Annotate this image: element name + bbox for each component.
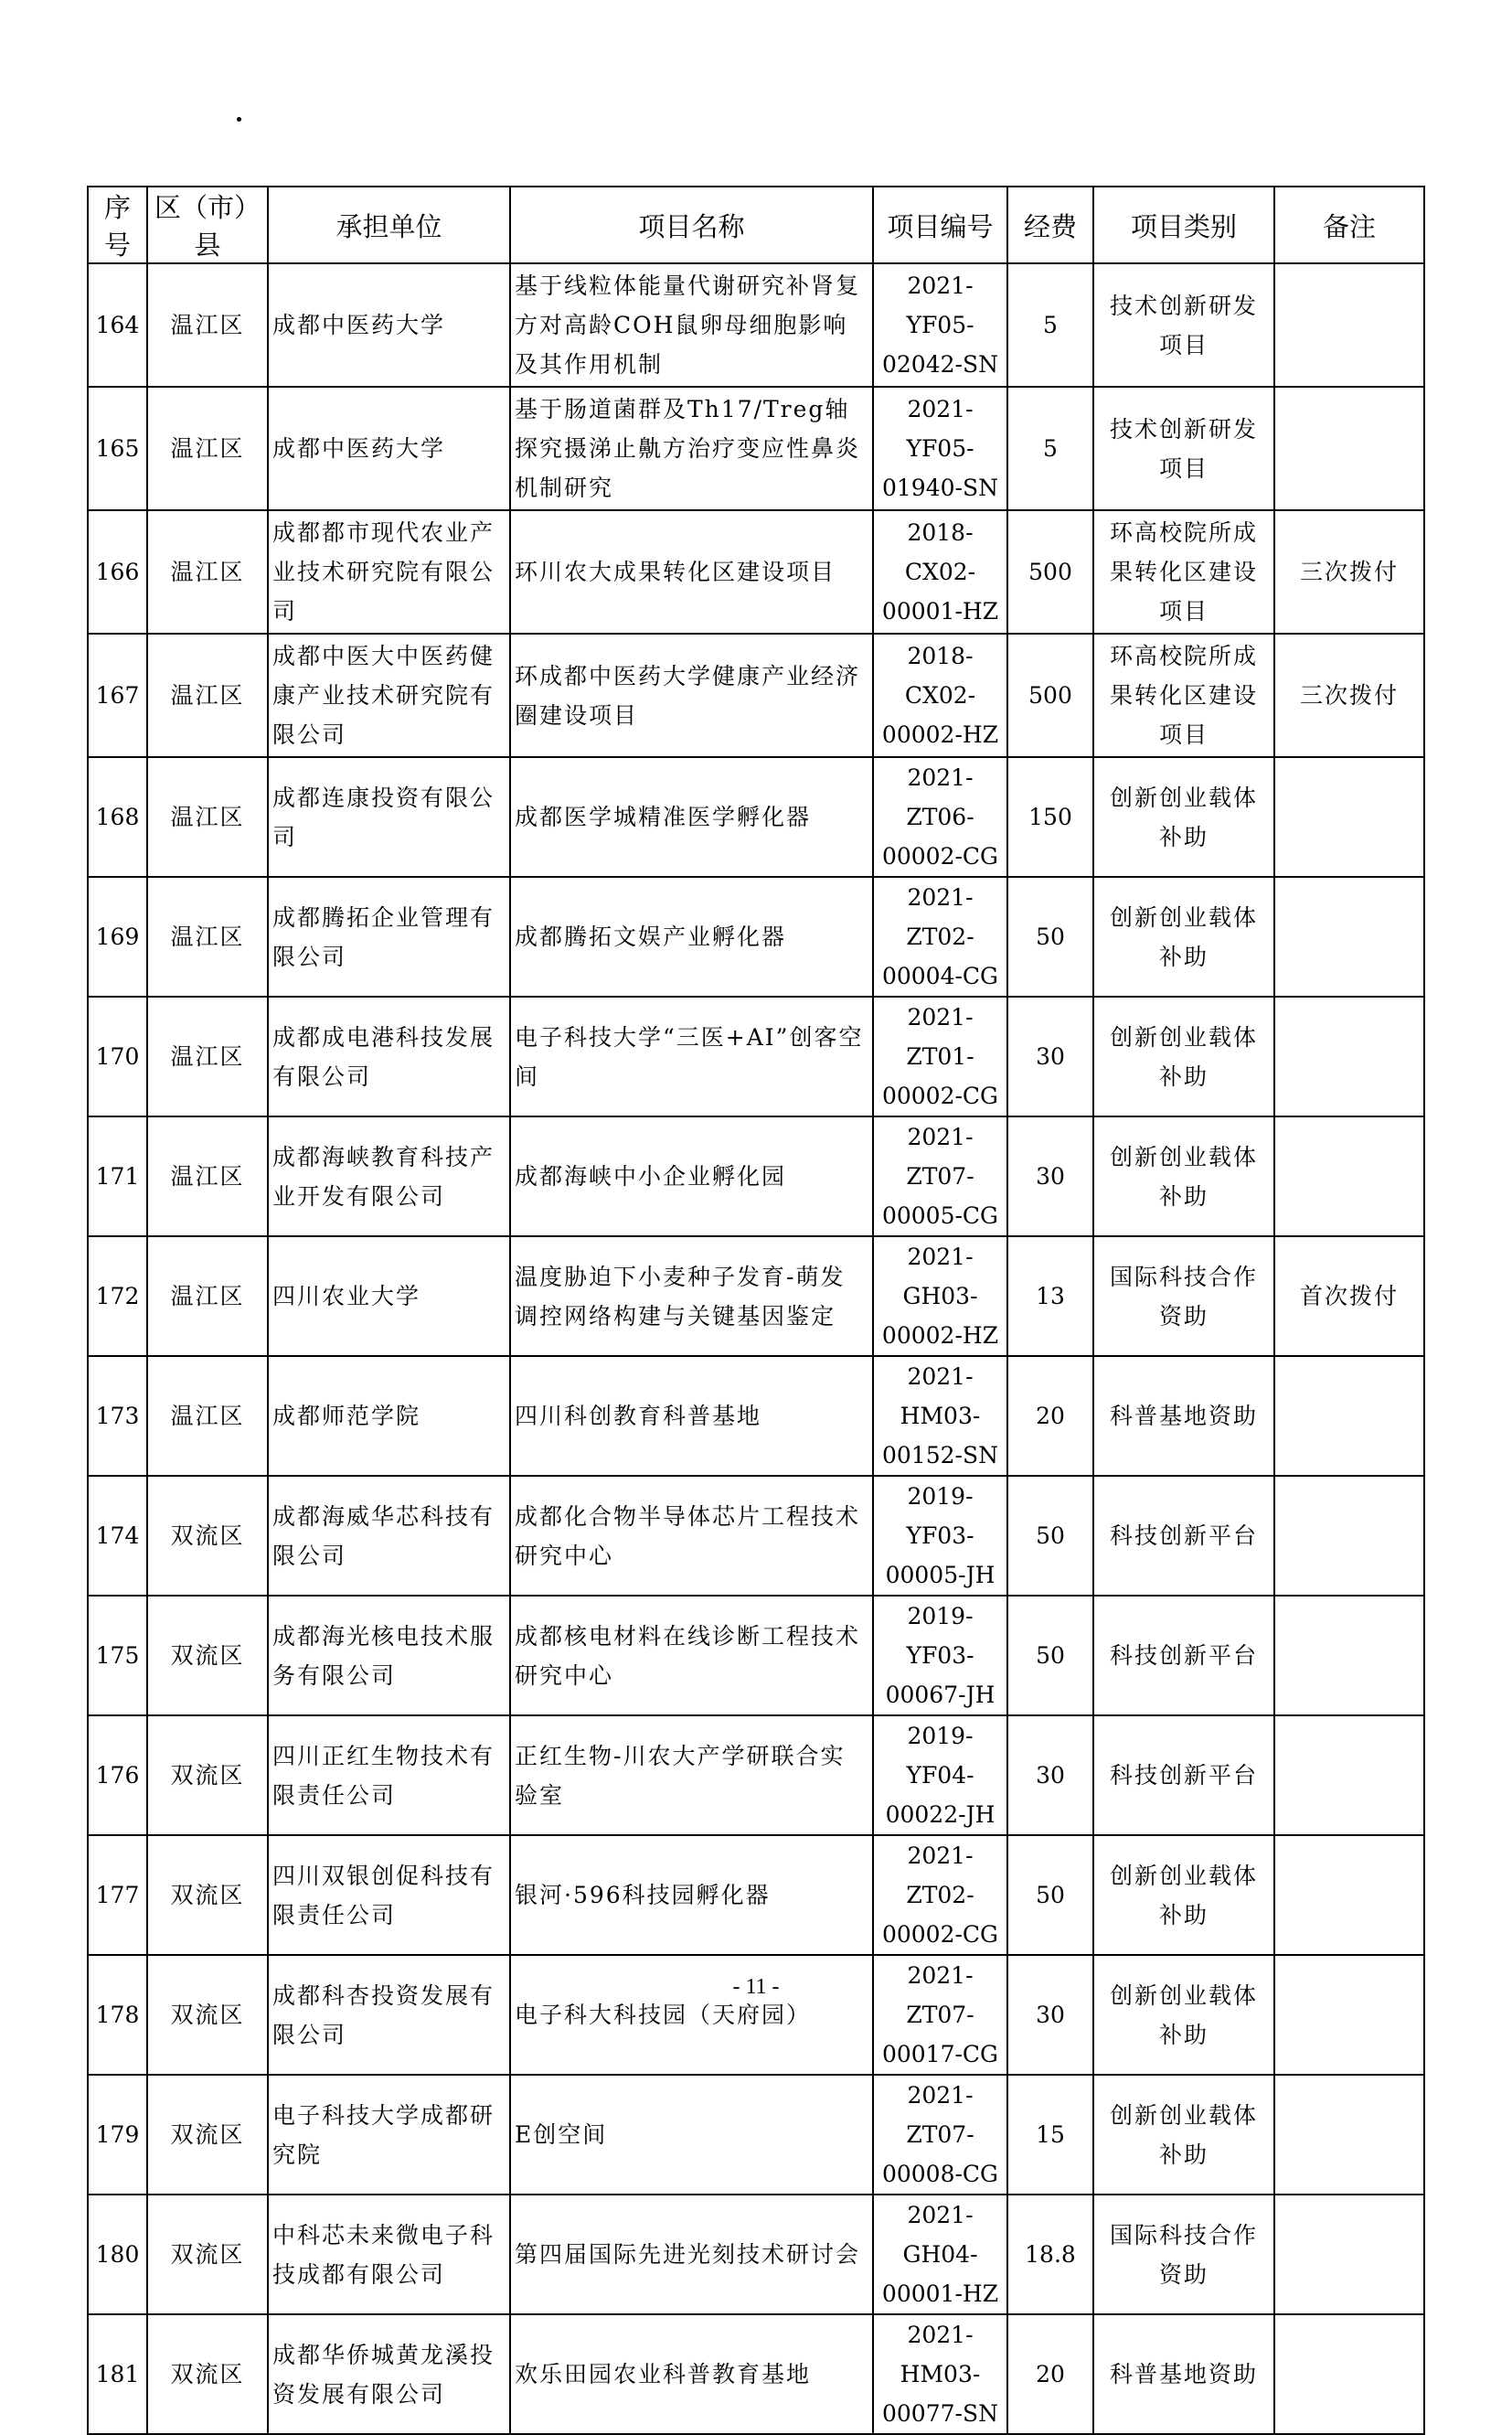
header-district: 区（市）县 [147, 187, 268, 263]
header-unit: 承担单位 [268, 187, 510, 263]
cell-project-code: 2018-CX02-00001-HZ [873, 510, 1007, 634]
cell-project-type: 技术创新研发项目 [1093, 263, 1274, 387]
cell-project-name: 环川农大成果转化区建设项目 [510, 510, 873, 634]
cell-project-code: 2021-HM03-00077-SN [873, 2314, 1007, 2434]
header-project-type: 项目类别 [1093, 187, 1274, 263]
cell-unit: 四川正红生物技术有限责任公司 [268, 1715, 510, 1835]
cell-unit: 中科芯未来微电子科技成都有限公司 [268, 2195, 510, 2314]
cell-district: 双流区 [147, 2314, 268, 2434]
cell-fund: 50 [1007, 1596, 1093, 1715]
cell-unit: 成都师范学院 [268, 1356, 510, 1476]
cell-note [1274, 2314, 1424, 2434]
cell-project-code: 2021-ZT07-00017-CG [873, 1955, 1007, 2075]
cell-seq: 170 [88, 997, 147, 1116]
cell-note [1274, 263, 1424, 387]
cell-district: 双流区 [147, 1955, 268, 2075]
cell-unit: 成都华侨城黄龙溪投资发展有限公司 [268, 2314, 510, 2434]
cell-project-code: 2021-ZT07-00008-CG [873, 2075, 1007, 2195]
cell-note [1274, 757, 1424, 877]
header-seq: 序号 [88, 187, 147, 263]
cell-fund: 20 [1007, 1356, 1093, 1476]
table-row [88, 1476, 1424, 1596]
cell-note [1274, 2075, 1424, 2195]
cell-seq: 167 [88, 634, 147, 757]
header-project-code: 项目编号 [873, 187, 1007, 263]
cell-seq: 173 [88, 1356, 147, 1476]
table-row [88, 634, 1424, 757]
cell-district: 温江区 [147, 877, 268, 997]
table-row [88, 1596, 1424, 1715]
cell-project-type: 科普基地资助 [1093, 2314, 1274, 2434]
cell-fund: 30 [1007, 997, 1093, 1116]
cell-fund: 5 [1007, 387, 1093, 510]
cell-seq: 171 [88, 1116, 147, 1236]
cell-unit: 电子科技大学成都研究院 [268, 2075, 510, 2195]
cell-district: 双流区 [147, 2195, 268, 2314]
table-row [88, 1715, 1424, 1835]
header-project-name: 项目名称 [510, 187, 873, 263]
table-row [88, 2314, 1424, 2434]
cell-note: 三次拨付 [1274, 634, 1424, 757]
cell-project-type: 科技创新平台 [1093, 1596, 1274, 1715]
page-number: - 11 - [732, 1975, 780, 1999]
cell-seq: 176 [88, 1715, 147, 1835]
cell-district: 温江区 [147, 997, 268, 1116]
cell-seq: 174 [88, 1476, 147, 1596]
cell-fund: 18.8 [1007, 2195, 1093, 2314]
cell-project-name: E创空间 [510, 2075, 873, 2195]
cell-project-type: 创新创业载体补助 [1093, 757, 1274, 877]
cell-note [1274, 2195, 1424, 2314]
cell-project-type: 科技创新平台 [1093, 1715, 1274, 1835]
cell-project-code: 2021-YF05-02042-SN [873, 263, 1007, 387]
cell-project-type: 创新创业载体补助 [1093, 877, 1274, 997]
table-row [88, 1236, 1424, 1356]
cell-note: 三次拨付 [1274, 510, 1424, 634]
cell-fund: 5 [1007, 263, 1093, 387]
cell-project-name: 电子科大科技园（天府园） [510, 1955, 873, 2075]
cell-unit: 四川农业大学 [268, 1236, 510, 1356]
cell-seq: 168 [88, 757, 147, 877]
table-row [88, 1835, 1424, 1955]
cell-project-name: 基于线粒体能量代谢研究补肾复方对高龄COH鼠卵母细胞影响及其作用机制 [510, 263, 873, 387]
project-table [87, 186, 1425, 2435]
cell-project-code: 2021-HM03-00152-SN [873, 1356, 1007, 1476]
cell-note [1274, 1835, 1424, 1955]
cell-district: 温江区 [147, 387, 268, 510]
cell-note [1274, 1955, 1424, 2075]
cell-fund: 50 [1007, 1835, 1093, 1955]
cell-note [1274, 877, 1424, 997]
cell-note [1274, 1476, 1424, 1596]
cell-fund: 50 [1007, 1476, 1093, 1596]
cell-project-type: 技术创新研发项目 [1093, 387, 1274, 510]
cell-unit: 成都腾拓企业管理有限公司 [268, 877, 510, 997]
cell-fund: 30 [1007, 1715, 1093, 1835]
cell-seq: 166 [88, 510, 147, 634]
cell-seq: 177 [88, 1835, 147, 1955]
table-row [88, 387, 1424, 510]
cell-unit: 成都都市现代农业产业技术研究院有限公司 [268, 510, 510, 634]
table-row [88, 263, 1424, 387]
cell-project-code: 2019-YF03-00067-JH [873, 1596, 1007, 1715]
cell-seq: 165 [88, 387, 147, 510]
cell-project-name: 温度胁迫下小麦种子发育-萌发调控网络构建与关键基因鉴定 [510, 1236, 873, 1356]
table-row [88, 1116, 1424, 1236]
cell-project-name: 基于肠道菌群及Th17/Treg轴探究摄涕止鼽方治疗变应性鼻炎机制研究 [510, 387, 873, 510]
cell-seq: 178 [88, 1955, 147, 2075]
cell-project-code: 2019-YF03-00005-JH [873, 1476, 1007, 1596]
cell-seq: 175 [88, 1596, 147, 1715]
cell-project-code: 2019-YF04-00022-JH [873, 1715, 1007, 1835]
table-header-row [88, 187, 1424, 263]
table-row [88, 1955, 1424, 2075]
cell-project-type: 科技创新平台 [1093, 1476, 1274, 1596]
table-row [88, 877, 1424, 997]
cell-project-name: 四川科创教育科普基地 [510, 1356, 873, 1476]
cell-project-name: 成都医学城精准医学孵化器 [510, 757, 873, 877]
cell-project-type: 创新创业载体补助 [1093, 1835, 1274, 1955]
cell-project-name: 成都海峡中小企业孵化园 [510, 1116, 873, 1236]
cell-note [1274, 1715, 1424, 1835]
cell-note [1274, 1116, 1424, 1236]
cell-project-type: 环高校院所成果转化区建设项目 [1093, 510, 1274, 634]
cell-unit: 成都连康投资有限公司 [268, 757, 510, 877]
cell-project-name: 正红生物-川农大产学研联合实验室 [510, 1715, 873, 1835]
cell-note: 首次拨付 [1274, 1236, 1424, 1356]
cell-seq: 181 [88, 2314, 147, 2434]
cell-fund: 15 [1007, 2075, 1093, 2195]
cell-seq: 164 [88, 263, 147, 387]
cell-project-type: 创新创业载体补助 [1093, 1116, 1274, 1236]
cell-project-name: 电子科技大学“三医+AI”创客空间 [510, 997, 873, 1116]
cell-project-type: 国际科技合作资助 [1093, 2195, 1274, 2314]
cell-project-code: 2021-GH03-00002-HZ [873, 1236, 1007, 1356]
cell-note [1274, 1596, 1424, 1715]
cell-project-code: 2018-CX02-00002-HZ [873, 634, 1007, 757]
table-row [88, 510, 1424, 634]
cell-district: 温江区 [147, 1116, 268, 1236]
table-row [88, 1356, 1424, 1476]
cell-project-name: 第四届国际先进光刻技术研讨会 [510, 2195, 873, 2314]
cell-project-code: 2021-GH04-00001-HZ [873, 2195, 1007, 2314]
cell-unit: 四川双银创促科技有限责任公司 [268, 1835, 510, 1955]
cell-project-code: 2021-ZT07-00005-CG [873, 1116, 1007, 1236]
cell-project-type: 创新创业载体补助 [1093, 997, 1274, 1116]
cell-fund: 30 [1007, 1116, 1093, 1236]
table-row [88, 757, 1424, 877]
header-fund: 经费 [1007, 187, 1093, 263]
cell-project-type: 科普基地资助 [1093, 1356, 1274, 1476]
cell-project-type: 创新创业载体补助 [1093, 1955, 1274, 2075]
cell-project-name: 环成都中医药大学健康产业经济圈建设项目 [510, 634, 873, 757]
cell-district: 温江区 [147, 1236, 268, 1356]
table-row [88, 2075, 1424, 2195]
cell-unit: 成都科杏投资发展有限公司 [268, 1955, 510, 2075]
cell-unit: 成都成电港科技发展有限公司 [268, 997, 510, 1116]
cell-project-name: 成都化合物半导体芯片工程技术研究中心 [510, 1476, 873, 1596]
cell-fund: 20 [1007, 2314, 1093, 2434]
cell-unit: 成都海峡教育科技产业开发有限公司 [268, 1116, 510, 1236]
cell-note [1274, 997, 1424, 1116]
cell-district: 温江区 [147, 510, 268, 634]
cell-project-name: 银河·596科技园孵化器 [510, 1835, 873, 1955]
cell-district: 双流区 [147, 1476, 268, 1596]
cell-fund: 500 [1007, 634, 1093, 757]
cell-district: 温江区 [147, 263, 268, 387]
cell-project-code: 2021-ZT02-00002-CG [873, 1835, 1007, 1955]
cell-project-type: 环高校院所成果转化区建设项目 [1093, 634, 1274, 757]
cell-seq: 169 [88, 877, 147, 997]
cell-fund: 500 [1007, 510, 1093, 634]
cell-unit: 成都中医大中医药健康产业技术研究院有限公司 [268, 634, 510, 757]
cell-district: 双流区 [147, 1835, 268, 1955]
cell-note [1274, 1356, 1424, 1476]
cell-project-code: 2021-YF05-01940-SN [873, 387, 1007, 510]
cell-project-code: 2021-ZT02-00004-CG [873, 877, 1007, 997]
cell-seq: 172 [88, 1236, 147, 1356]
cell-district: 双流区 [147, 1715, 268, 1835]
cell-district: 温江区 [147, 1356, 268, 1476]
cell-unit: 成都海光核电技术服务有限公司 [268, 1596, 510, 1715]
cell-note [1274, 387, 1424, 510]
cell-project-type: 国际科技合作资助 [1093, 1236, 1274, 1356]
cell-district: 温江区 [147, 634, 268, 757]
cell-project-name: 成都腾拓文娱产业孵化器 [510, 877, 873, 997]
cell-seq: 180 [88, 2195, 147, 2314]
cell-district: 双流区 [147, 1596, 268, 1715]
cell-project-code: 2021-ZT01-00002-CG [873, 997, 1007, 1116]
cell-fund: 150 [1007, 757, 1093, 877]
cell-fund: 30 [1007, 1955, 1093, 2075]
cell-seq: 179 [88, 2075, 147, 2195]
cell-unit: 成都中医药大学 [268, 387, 510, 510]
cell-unit: 成都海威华芯科技有限公司 [268, 1476, 510, 1596]
cell-unit: 成都中医药大学 [268, 263, 510, 387]
table-row [88, 997, 1424, 1116]
cell-project-code: 2021-ZT06-00002-CG [873, 757, 1007, 877]
cell-fund: 50 [1007, 877, 1093, 997]
cell-district: 双流区 [147, 2075, 268, 2195]
cell-project-type: 创新创业载体补助 [1093, 2075, 1274, 2195]
header-note: 备注 [1274, 187, 1424, 263]
cell-district: 温江区 [147, 757, 268, 877]
table-row [88, 2195, 1424, 2314]
cell-fund: 13 [1007, 1236, 1093, 1356]
decorative-dot [237, 117, 241, 122]
cell-project-name: 欢乐田园农业科普教育基地 [510, 2314, 873, 2434]
cell-project-name: 成都核电材料在线诊断工程技术研究中心 [510, 1596, 873, 1715]
